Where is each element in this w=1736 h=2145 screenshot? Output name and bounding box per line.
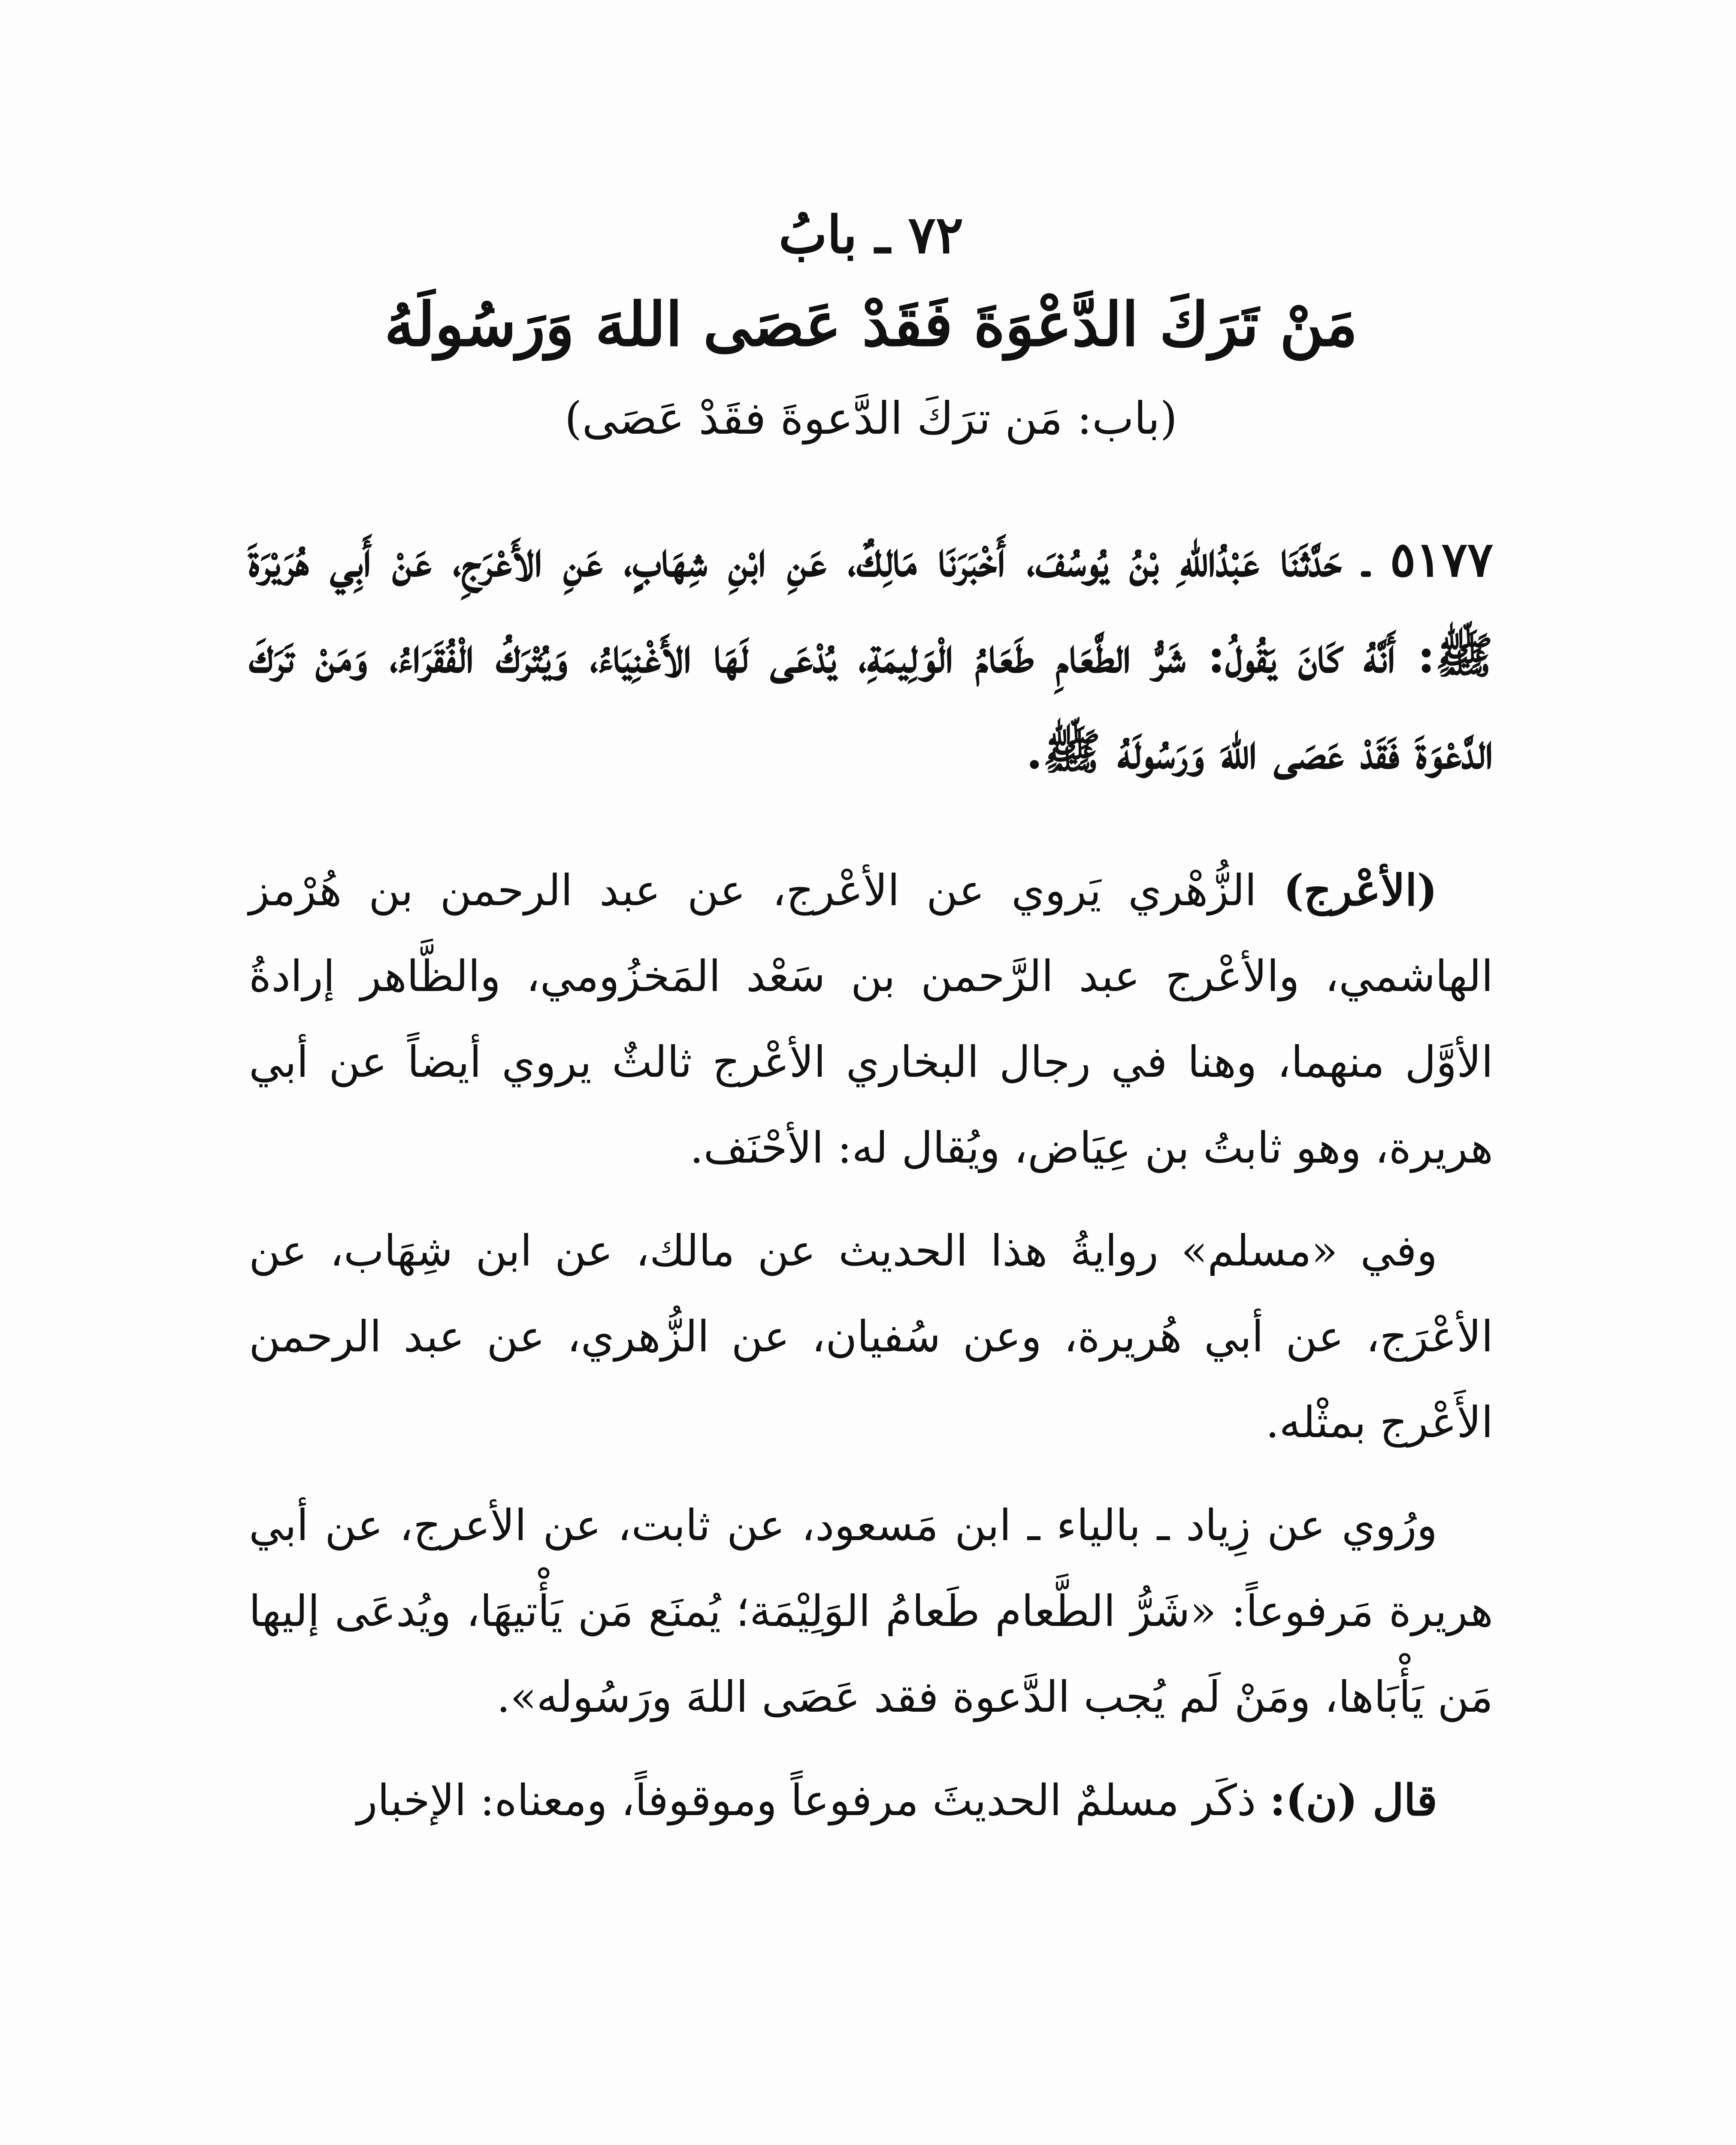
commentary-paragraph (249, 1483, 1493, 1740)
chapter-subtitle: (باب: مَن ترَكَ الدَّعوةَ فقَدْ عَصَى) (564, 392, 1178, 444)
paragraph-lead: قال (ن): (1270, 1775, 1437, 1826)
paragraph-text: الزُّهْري يَروي عن الأعْرج، عن عبد الرحمن بن هُرْمز الهاشمي، والأعْرج عبد الرَّحمن بن سَعْد المَخزُومي، والظَّاهر إرادةُ الأوَّل منهما، وهنا في رجال البخاري الأعْرج ثالثٌ يروي أيضاً عن أبي هريرة، وهو ثابتُ بن عِيَاض، ويُقال له: الأحْنَف. (249, 865, 1493, 1173)
chapter-title: مَنْ تَرَكَ الدَّعْوَةَ فَقَدْ عَصَى اللهَ وَرَسُولَهُ (384, 290, 1358, 360)
paragraph-lead: (الأعْرج) (1283, 865, 1437, 916)
paragraph-text: ذكَر مسلمٌ الحديثَ مرفوعاً وموقوفاً، ومعناه: الإخبار (357, 1775, 1270, 1826)
paragraph-text: ورُوي عن زِياد ـ بالياء ـ ابن مَسعود، عن ثابت، عن الأعرج، عن أبي هريرة مَرفوعاً: «شَرُّ الطَّعام طَعامُ الوَلِيْمَة؛ يُمنَع مَن يَأْتيهَا، ويُدعَى إليها مَن يَأْبَاها، ومَنْ لَم يُجب الدَّعوة فقد عَصَى اللهَ ورَسُوله». (249, 1500, 1493, 1722)
commentary-paragraph (249, 847, 1493, 1191)
chapter-number: ٧٢ ـ بابُ (778, 205, 964, 265)
commentary-paragraph (249, 1757, 1493, 1843)
commentary (249, 847, 1493, 1843)
commentary-paragraph (249, 1208, 1493, 1465)
paragraph-text: وفي «مسلم» روايةُ هذا الحديث عن مالك، عن ابن شِهَاب، عن الأعْرَج، عن أبي هُريرة، وعن سُفيان، عن الزُّهري، عن عبد الرحمن الأَعْرج بمثْله. (249, 1226, 1493, 1448)
hadith-text: ٥١٧٧ ـ حَدَّثَنَا عَبْدُاللهِ بْنُ يُوسُفَ، أَخْبَرَنَا مَالِكٌ، عَنِ ابْنِ شِهَابٍ، عَنِ الأَعْرَجِ، عَنْ أَبِي هُرَيْرَةَ ﷺ: أَنَّهُ كَانَ يَقُولُ: شَرُّ الطَّعَامِ طَعَامُ الْوَلِيمَةِ، يُدْعَى لَهَا الأَغْنِيَاءُ، وَيُتْرَكُ الْفُقَرَاءُ، وَمَنْ تَرَكَ الدَّعْوَةَ فَقَدْ عَصَى اللهَ وَرَسُولَهُ ﷺ. (249, 532, 1493, 780)
page-content (249, 202, 1493, 1861)
